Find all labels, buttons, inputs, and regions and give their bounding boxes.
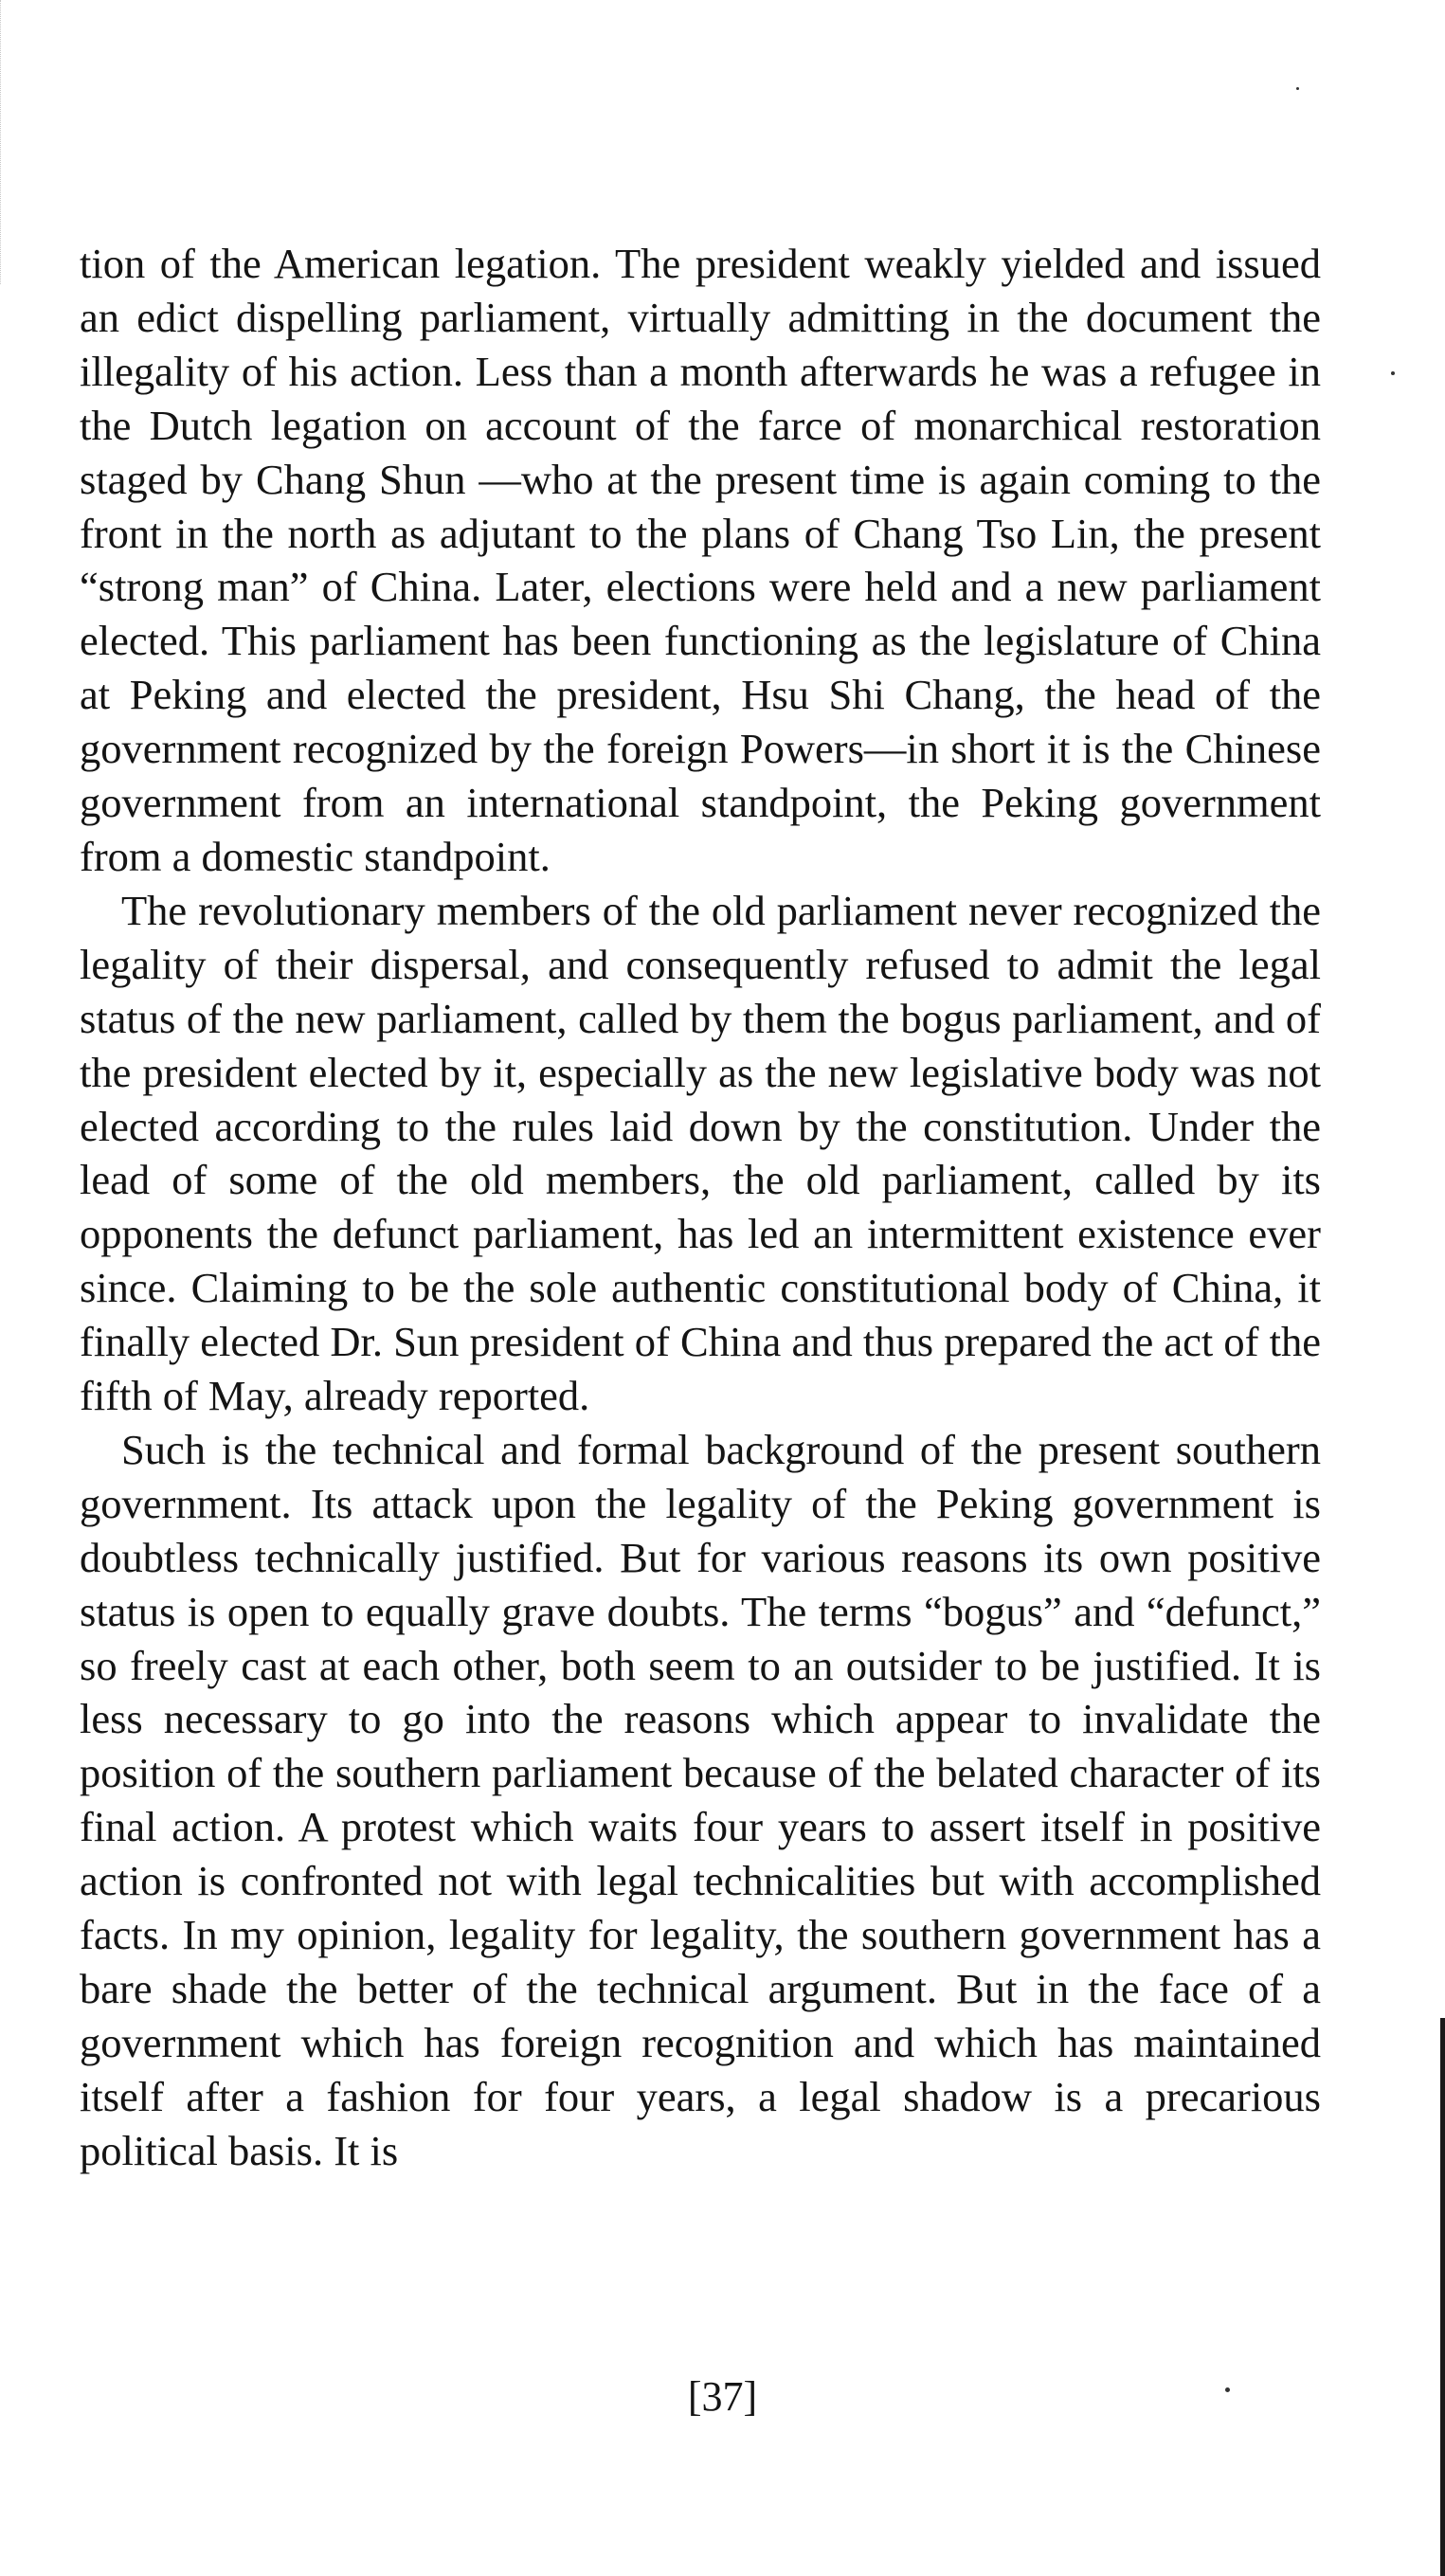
paragraph-3: Such is the technical and formal background of the present southern government. Its attack upon the legality of the Peking government is doubtless technically justified. But for various reasons its own positive status is open to equally grave doubts. The terms “bogus” and “defunct,” so freely cast at each other, both seem to an outsider to be justified. It is less necessary to go into the reasons which appear to invalidate the position of the southern parliament because of the belated character of its final action. A protest which waits four years to assert itself in positive action is confronted not with legal technicalities but with accomplished facts. In my opinion, legality for legality, the southern government has a bare shade the better of the technical argument. But in the face of a government which has foreign recognition and which has maintained itself after a fashion for four years, a legal shadow is a precarious political basis. It is [80, 1425, 1321, 2174]
paragraph-1: tion of the American legation. The president weakly yielded and issued an edict dispelling parliament, virtually admitting in the document the illegality of his action. Less than a month afterwards he was a refugee in the Dutch legation on account of the farce of monarchical restoration staged by Chang Shun —who at the present time is again coming to the front in the north as adjutant to the plans of Chang Tso Lin, the present “strong man” of China. Later, elections were held and a new parliament elected. This parliament has been functioning as the legislature of China at Peking and elected the president, Hsu Shi Chang, the head of the government recognized by the foreign Powers—in short it is the Chinese government from an international standpoint, the Peking government from a domestic standpoint. [80, 240, 1321, 880]
paragraph-2: The revolutionary members of the old parliament never recognized the legality of their dispersal, and consequently refused to admit the legal status of the new parliament, called by them the bogus parliament, and of the president elected by it, especially as the new legislative body was not elected according to the rules laid down by the constitution. Under the lead of some of the old members, the old parliament, called by its opponents the defunct parliament, has led an intermittent existence ever since. Claiming to be the sole authentic constitutional body of China, it finally elected Dr. Sun president of China and thus prepared the act of the fifth of May, already reported. [80, 886, 1321, 1420]
scan-edge-shadow [1440, 2018, 1445, 2576]
scan-speck [1296, 87, 1299, 90]
page-number: [37] [687, 2373, 758, 2420]
scan-edge-marks [0, 0, 10, 284]
scan-speck [1391, 371, 1395, 375]
body-text [80, 237, 1321, 2178]
